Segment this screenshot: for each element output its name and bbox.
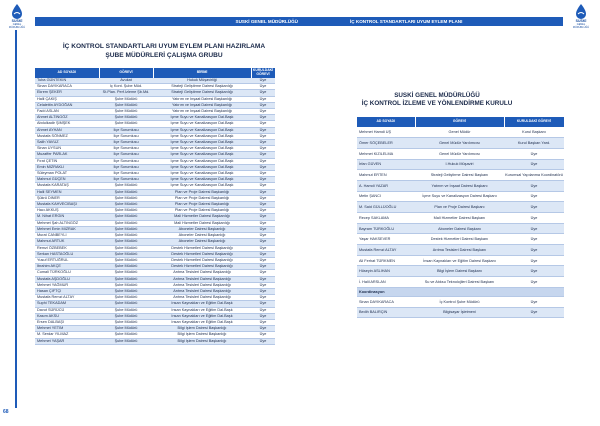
side-divider (15, 30, 17, 408)
table-row (357, 245, 564, 256)
cell-name: Hasan ÇİFTÇİ (35, 288, 99, 294)
cell-unit: İçme Suyu ve Kanalizasyon Dai.Başk (153, 164, 251, 170)
cell-name: Halil ÇAKIŞ (35, 96, 99, 102)
cell-name: Ahmet AYHAN (35, 127, 99, 133)
cell-position: Şube Müdürü (99, 307, 153, 313)
page-title-line2: ŞUBE MÜDÜRLERİ ÇALIŞMA GRUBU (105, 52, 223, 59)
cell-position: Genel Müdür Yardımcısı (415, 148, 504, 159)
cell-unit: Yatırım ve İnşaat Dairesi Başkanlığı (153, 96, 251, 102)
column-header: GÖREVİ (415, 117, 504, 127)
committee-table (357, 117, 565, 318)
cell-name: M. Said GÜLLÜOĞLU (357, 202, 415, 213)
cell-position: Mali Hizmetler Dairesi Başkanı (415, 213, 504, 224)
cell-name: Mahmut ERTEN (357, 170, 415, 181)
cell-role: Üye (251, 121, 275, 127)
cell-name: Mehmet YETİM (35, 326, 99, 332)
cell-role: Üye (504, 159, 564, 170)
cell-position: İlçe Sorumlusu (99, 127, 153, 133)
cell-name: Yusuf ERTUĞRUL (35, 257, 99, 263)
cell-position: İlçe Sorumlusu (99, 164, 153, 170)
cell-name: Ekrem ŞEKER (35, 90, 99, 96)
cell-position: St.Plan. Perf.İzleme Şb.Md. (99, 90, 153, 96)
cell-name: Halil SEYMEN (35, 189, 99, 195)
cell-name: Celalettin AYDOĞAN (35, 102, 99, 108)
cell-unit: Yatırım ve İnşaat Dairesi Başkanlığı (153, 109, 251, 115)
cell-position: İnsan Kaynakları ve Eğitim Dairesi Başkanı (415, 255, 504, 266)
cell-unit: Destek Hizmetleri Dairesi Başkanlığı (153, 257, 251, 263)
cell-role: Üye (251, 146, 275, 152)
cell-position: Aboneler Dairesi Başkanı (415, 223, 504, 234)
cell-role: Üye (251, 183, 275, 189)
cell-position: İç Kont. Şube Müd. (99, 84, 153, 90)
cell-name: Salih YAVUZ (35, 140, 99, 146)
cell-name: Mustafa KARATAŞ (35, 183, 99, 189)
cell-position: Avukat (99, 78, 153, 84)
cell-position: Şube Müdürü (99, 319, 153, 325)
cell-position: Şube Müdürü (99, 226, 153, 232)
cell-position: İlçe Sorumlusu (99, 146, 153, 152)
cell-name: Mustafa SÖNMEZ (35, 133, 99, 139)
cell-name: M. Nihat ERGİN (35, 214, 99, 220)
cell-name: Hüseyin ASLIHAN (357, 266, 415, 277)
cell-role: Üye (251, 276, 275, 282)
cell-name: Ersen DALBAŞI (35, 319, 99, 325)
cell-position: Bilgisayar İşletmeni (415, 307, 504, 318)
cell-name: Mehmet KIZILELMA (357, 148, 415, 159)
cell-role: Üye (504, 191, 564, 202)
cell-position: İlçe Sorumlusu (99, 177, 153, 183)
cell-position: Yatırım ve İnşaat Dairesi Başkanı (415, 180, 504, 191)
cell-name: Mehmet Emin MIZRAK (35, 226, 99, 232)
cell-position: Şube Müdürü (99, 121, 153, 127)
cell-role: Üye (251, 102, 275, 108)
cell-name: Mehmet YAŞAR (35, 338, 99, 344)
cell-name: Davut SÜRÜCÜ (35, 307, 99, 313)
page-number: 68 (3, 409, 9, 415)
cell-position: Şube Müdürü (99, 115, 153, 121)
table-header-row (35, 68, 275, 78)
cell-unit: Aboneler Dairesi Başkanlığı (153, 226, 251, 232)
cell-role: Üye (251, 96, 275, 102)
cell-role: Üye (504, 296, 564, 307)
cell-role: Üye (251, 257, 275, 263)
cell-unit: Mali Hizmetler Dairesi Başkanlığı (153, 214, 251, 220)
cell-unit: Aboneler Dairesi Başkanlığı (153, 233, 251, 239)
cell-name: Mahmut ARTUK (35, 239, 99, 245)
cell-unit: Arıtma Tesisleri Dairesi Başkanlığı (153, 295, 251, 301)
cell-unit: İçme Suyu ve Kanalizasyon Dai.Başk (153, 177, 251, 183)
cell-name: Mustafa KAHVECİBAŞI (35, 202, 99, 208)
cell-position: İlçe Sorumlusu (99, 133, 153, 139)
table-row (357, 234, 564, 245)
cell-unit: Mali Hizmetler Dairesi Başkanlığı (153, 220, 251, 226)
cell-position: Şube Müdürü (99, 109, 153, 115)
cell-position: İç Kontrol Şube Müdürü (415, 296, 504, 307)
cell-name: Serkan HASTAOĞLU (35, 251, 99, 257)
cell-role: Üye (251, 338, 275, 344)
column-header: KURULDAKİ GÖREVİ (504, 117, 564, 127)
cell-role: Üye (251, 109, 275, 115)
cell-role: Üye (251, 214, 275, 220)
header-right-title: İÇ KONTROL STANDARTLARI UYUM EYLEM PLANI (350, 19, 463, 24)
cell-role: Üye (251, 301, 275, 307)
cell-position: Şube Müdürü (99, 208, 153, 214)
committee-title-line1: SUSKİ GENEL MÜDÜRLÜĞÜ (394, 92, 480, 99)
cell-role: Üye (251, 202, 275, 208)
cell-position: Şube Müdürü (99, 313, 153, 319)
logo-name: SUSKİ (575, 19, 587, 23)
cell-role: Üye (251, 307, 275, 313)
cell-name: Hacı AKKUŞ (35, 208, 99, 214)
table-row (357, 213, 564, 224)
cell-position: Şube Müdürü (99, 270, 153, 276)
committee-table-body (357, 127, 564, 318)
water-drop-logo-icon (9, 3, 25, 19)
cell-role: Üye (504, 223, 564, 234)
cell-position: Şube Müdürü (99, 195, 153, 201)
cell-unit: Arıtma Tesisleri Dairesi Başkanlığı (153, 270, 251, 276)
cell-role: Üye (251, 140, 275, 146)
table-row (357, 266, 564, 277)
cell-name: Mustafa Remzi ALTAY (357, 245, 415, 256)
cell-position: Şube Müdürü (99, 264, 153, 270)
cell-position: İlçe Sorumlusu (99, 152, 153, 158)
page-title (36, 42, 292, 60)
cell-role: Üye (251, 84, 275, 90)
cell-position: Destek Hizmetleri Dairesi Başkanı (415, 234, 504, 245)
cell-name: Mahmut GÜÇEN (35, 177, 99, 183)
cell-position: Şube Müdürü (99, 295, 153, 301)
cell-position: Şube Müdürü (99, 245, 153, 251)
cell-role: Üye (251, 208, 275, 214)
cell-role: Üye (504, 202, 564, 213)
committee-title (352, 92, 522, 108)
cell-name: Cumali TÜRKOĞLU (35, 270, 99, 276)
table-row (357, 127, 564, 138)
cell-position: I.Hukuk Müşaviri (415, 159, 504, 170)
table-row (357, 159, 564, 170)
cell-name: Fadıl ASLAN (35, 109, 99, 115)
cell-name: Ahmet ALTINGÖZ (35, 115, 99, 121)
cell-role: Üye (251, 313, 275, 319)
cell-role: Üye (251, 251, 275, 257)
header-left-title: SUSKİ GENEL MÜDÜRLÜĞÜ (235, 19, 298, 24)
cell-unit: İçme Suyu ve Kanalizasyon Dai.Başk (153, 115, 251, 121)
cell-position: Bilgi İşlem Dairesi Başkanı (415, 266, 504, 277)
cell-position: Arıtma Tesisleri Dairesi Başkanı (415, 245, 504, 256)
cell-position: Genel Müdür (415, 127, 504, 138)
cell-role: Üye (504, 277, 564, 288)
cell-role: Üye (251, 164, 275, 170)
column-header: BİRİMİ (153, 68, 251, 78)
cell-position: Şube Müdürü (99, 282, 153, 288)
cell-role: Üye (251, 288, 275, 294)
cell-unit: Bilgi İşlem Dairesi Başkanlığı (153, 332, 251, 338)
table-row (357, 307, 564, 318)
cell-position: Şube Müdürü (99, 276, 153, 282)
cell-position: Genel Müdür Yardımcısı (415, 138, 504, 149)
cell-position: Şube Müdürü (99, 332, 153, 338)
table-row (357, 180, 564, 191)
cell-unit: Plan ve Proje Dairesi Başkanlığı (153, 195, 251, 201)
cell-role: Üye (251, 220, 275, 226)
cell-position: Şube Müdürü (99, 326, 153, 332)
cell-name: Bedih BALIRÇIN (357, 307, 415, 318)
logo-left (6, 3, 28, 29)
cell-name: Fırat ÇETİN (35, 158, 99, 164)
cell-name: Mehmet Şah ALTINGÖZ (35, 220, 99, 226)
cell-name: Kasım AKSU (35, 313, 99, 319)
cell-name: Yaşar HAKSEVER (357, 234, 415, 245)
logo-subtitle: GENEL MÜDÜRLÜĞÜ (572, 23, 590, 29)
cell-unit: İçme Suyu ve Kanalizasyon Dai.Başk (153, 127, 251, 133)
column-header: GÖREVİ (99, 68, 153, 78)
water-drop-logo-icon (573, 3, 589, 19)
cell-role: Üye (251, 282, 275, 288)
cell-position: Şube Müdürü (99, 301, 153, 307)
cell-name: Mustafa AŞDOĞLU (35, 276, 99, 282)
cell-position: Şube Müdürü (99, 239, 153, 245)
cell-unit: İçme Suyu ve Kanalizasyon Dai.Başk (153, 183, 251, 189)
logo-right (570, 3, 592, 29)
cell-name: Muzaffer PARLAK (35, 152, 99, 158)
cell-name: M. Serdar YILMAZ (35, 332, 99, 338)
working-group-table (35, 68, 276, 345)
cell-unit: İnsan Kaynakları ve Eğitim Dai.Başk (153, 307, 251, 313)
cell-unit: İnsan Kaynakları ve Eğitim Dai.Başk (153, 319, 251, 325)
table-row (357, 170, 564, 181)
cell-position: Şube Müdürü (99, 183, 153, 189)
cell-role: Üye (251, 319, 275, 325)
column-header: KURULDAKİ GÖREVİ (252, 68, 274, 76)
page-title-line1: İÇ KONTROL STANDARTLARI UYUM EYLEM PLANI HAZIRLAMA (62, 43, 266, 50)
cell-role: Üye (251, 195, 275, 201)
cell-name: Süleyman POLAT (35, 171, 99, 177)
cell-position: Şube Müdürü (99, 202, 153, 208)
cell-position: Şube Müdürü (99, 233, 153, 239)
cell-unit: Plan ve Proje Dairesi Başkanlığı (153, 208, 251, 214)
cell-unit: Plan ve Proje Dairesi Başkanlığı (153, 189, 251, 195)
cell-unit: Yatırım ve İnşaat Dairesi Başkanlığı (153, 102, 251, 108)
table-row (357, 255, 564, 266)
cell-unit: Strateji Geliştirme Dairesi Başkanlığı (153, 90, 251, 96)
cell-role: Kurumsal Yapılanma Koordinatörü (504, 170, 564, 181)
cell-unit: Arıtma Tesisleri Dairesi Başkanlığı (153, 282, 251, 288)
table-row (357, 223, 564, 234)
cell-position: Plan ve Proje Dairesi Başkanı (415, 202, 504, 213)
cell-unit: Destek Hizmetleri Dairesi Başkanlığı (153, 251, 251, 257)
cell-unit: İçme Suyu ve Kanalizasyon Dai.Başk (153, 158, 251, 164)
cell-role: Üye (504, 234, 564, 245)
cell-role: Üye (251, 270, 275, 276)
cell-unit: İçme Suyu ve Kanalizasyon Dai.Başk (153, 171, 251, 177)
cell-position: İçme Suyu ve Kanalizasyon Dairesi Başkanı (415, 191, 504, 202)
cell-role: Üye (251, 245, 275, 251)
table-row (357, 277, 564, 288)
cell-position: Şube Müdürü (99, 338, 153, 344)
cell-position: Şube Müdürü (99, 189, 153, 195)
cell-unit: İçme Suyu ve Kanalizasyon Dai.Başk (153, 133, 251, 139)
cell-name: Şükrü DİNER (35, 195, 99, 201)
cell-position: Şube Müdürü (99, 288, 153, 294)
header-bar (35, 17, 563, 26)
table-row (357, 138, 564, 149)
cell-unit: İçme Suyu ve Kanalizasyon Dai.Başk (153, 140, 251, 146)
cell-role: Kurul Başkan Yard. (504, 138, 564, 149)
cell-position: Şube Müdürü (99, 102, 153, 108)
cell-role: Üye (251, 171, 275, 177)
cell-unit: Destek Hizmetleri Dairesi Başkanlığı (153, 245, 251, 251)
cell-unit: İnsan Kaynakları ve Eğitim Dai.Başk (153, 313, 251, 319)
cell-unit: Arıtma Tesisleri Dairesi Başkanlığı (153, 288, 251, 294)
section-label: Koordinasyon (357, 287, 564, 296)
cell-role: Üye (251, 115, 275, 121)
cell-position: İlçe Sorumlusu (99, 140, 153, 146)
cell-unit: İçme Suyu ve Kanalizasyon Dai.Başk (153, 152, 251, 158)
cell-role: Üye (251, 239, 275, 245)
cell-unit: İçme Suyu ve Kanalizasyon Dai.Başk (153, 146, 251, 152)
cell-name: Metin ŞANCI (357, 191, 415, 202)
cell-unit: Bilgi İşlem Dairesi Başkanlığı (153, 338, 251, 344)
cell-position: Şube Müdürü (99, 214, 153, 220)
cell-unit: Arıtma Tesisleri Dairesi Başkanlığı (153, 276, 251, 282)
cell-position: İlçe Sorumlusu (99, 171, 153, 177)
cell-unit: Plan ve Proje Dairesi Başkanlığı (153, 202, 251, 208)
cell-position: Şube Müdürü (99, 251, 153, 257)
cell-name: Mehmet YAĞMUR (35, 282, 99, 288)
cell-position: Şube Müdürü (99, 96, 153, 102)
cell-role: Üye (504, 245, 564, 256)
cell-unit: Strateji Geliştirme Dairesi Başkanlığı (153, 84, 251, 90)
cell-name: Remzi ÖZBEBEK (35, 245, 99, 251)
cell-name: Abdulkadir ŞİMŞEK (35, 121, 99, 127)
column-header: AD SOYADI (35, 68, 99, 78)
table-row (357, 148, 564, 159)
cell-role: Üye (504, 213, 564, 224)
cell-position: Strateji Geliştirme Dairesi Başkanı (415, 170, 504, 181)
cell-role: Üye (251, 90, 275, 96)
cell-name: Sinan UYSUN (35, 146, 99, 152)
cell-unit: Aboneler Dairesi Başkanlığı (153, 239, 251, 245)
committee-title-line2: İÇ KONTROL İZLEME VE YÖNLENDİRME KURULU (361, 100, 513, 107)
cell-role: Üye (504, 266, 564, 277)
cell-name: Sinan DAYIKARACA (35, 84, 99, 90)
cell-role: Üye (504, 148, 564, 159)
cell-role: Üye (251, 226, 275, 232)
cell-position: Su ve Atıksu Teknolojileri Dairesi Başkanı (415, 277, 504, 288)
table-header-row (357, 117, 564, 127)
cell-role: Üye (251, 326, 275, 332)
cell-name: Suphi TEKADAM (35, 301, 99, 307)
table-row (357, 191, 564, 202)
cell-name: Bayram TÜRKOĞLU (357, 223, 415, 234)
cell-name: Mehmet Hamdi UŞ (357, 127, 415, 138)
cell-name: İrfan GÜVEN (357, 159, 415, 170)
cell-role: Üye (251, 177, 275, 183)
cell-name: İ. Halil ARSLAN (357, 277, 415, 288)
logo-subtitle: GENEL MÜDÜRLÜĞÜ (8, 23, 26, 29)
cell-name: A. Hamdi YAZAR (357, 180, 415, 191)
cell-role: Üye (251, 152, 275, 158)
cell-role: Üye (251, 189, 275, 195)
cell-role: Üye (504, 255, 564, 266)
cell-unit: İnsan Kaynakları ve Eğitim Dai.Başk (153, 301, 251, 307)
cell-role: Üye (251, 295, 275, 301)
cell-position: Şube Müdürü (99, 257, 153, 263)
table-row (35, 338, 275, 344)
table-row (357, 296, 564, 307)
cell-role: Üye (251, 158, 275, 164)
cell-name: Tuba GÜNTEKİN (35, 78, 99, 84)
cell-role: Üye (251, 233, 275, 239)
cell-name: Ali Ferhat TÜRKMEN (357, 255, 415, 266)
cell-unit: Bilgi İşlem Dairesi Başkanlığı (153, 326, 251, 332)
cell-role: Kurul Başkanı (504, 127, 564, 138)
cell-position: İlçe Sorumlusu (99, 158, 153, 164)
cell-unit: Destek Hizmetleri Dairesi Başkanlığı (153, 264, 251, 270)
cell-name: Emin MIZRAKLI (35, 164, 99, 170)
cell-role: Üye (251, 332, 275, 338)
cell-unit: İçme Suyu ve Kanalizasyon Dai.Başk (153, 121, 251, 127)
working-group-table-body (35, 78, 275, 344)
cell-role: Üye (251, 127, 275, 133)
cell-role: Üye (251, 264, 275, 270)
cell-role: Üye (251, 133, 275, 139)
cell-name: Sinan DAYIKARACA (357, 296, 415, 307)
column-header: AD SOYADI (357, 117, 415, 127)
cell-unit: Hukuk Müşavirliği (153, 78, 251, 84)
cell-name: İbrahim AKÇE (35, 264, 99, 270)
cell-name: Recep SAKLAMA (357, 213, 415, 224)
cell-role: Üye (504, 307, 564, 318)
cell-position: Şube Müdürü (99, 220, 153, 226)
cell-name: Murat CANBEYLİ (35, 233, 99, 239)
cell-name: Mustafa Remzi ALTAY (35, 295, 99, 301)
cell-role: Üye (251, 78, 275, 84)
cell-name: Ömer SÖÇEBELER (357, 138, 415, 149)
section-row (357, 287, 564, 296)
logo-name: SUSKİ (11, 19, 23, 23)
cell-role: Üye (504, 180, 564, 191)
table-row (357, 202, 564, 213)
